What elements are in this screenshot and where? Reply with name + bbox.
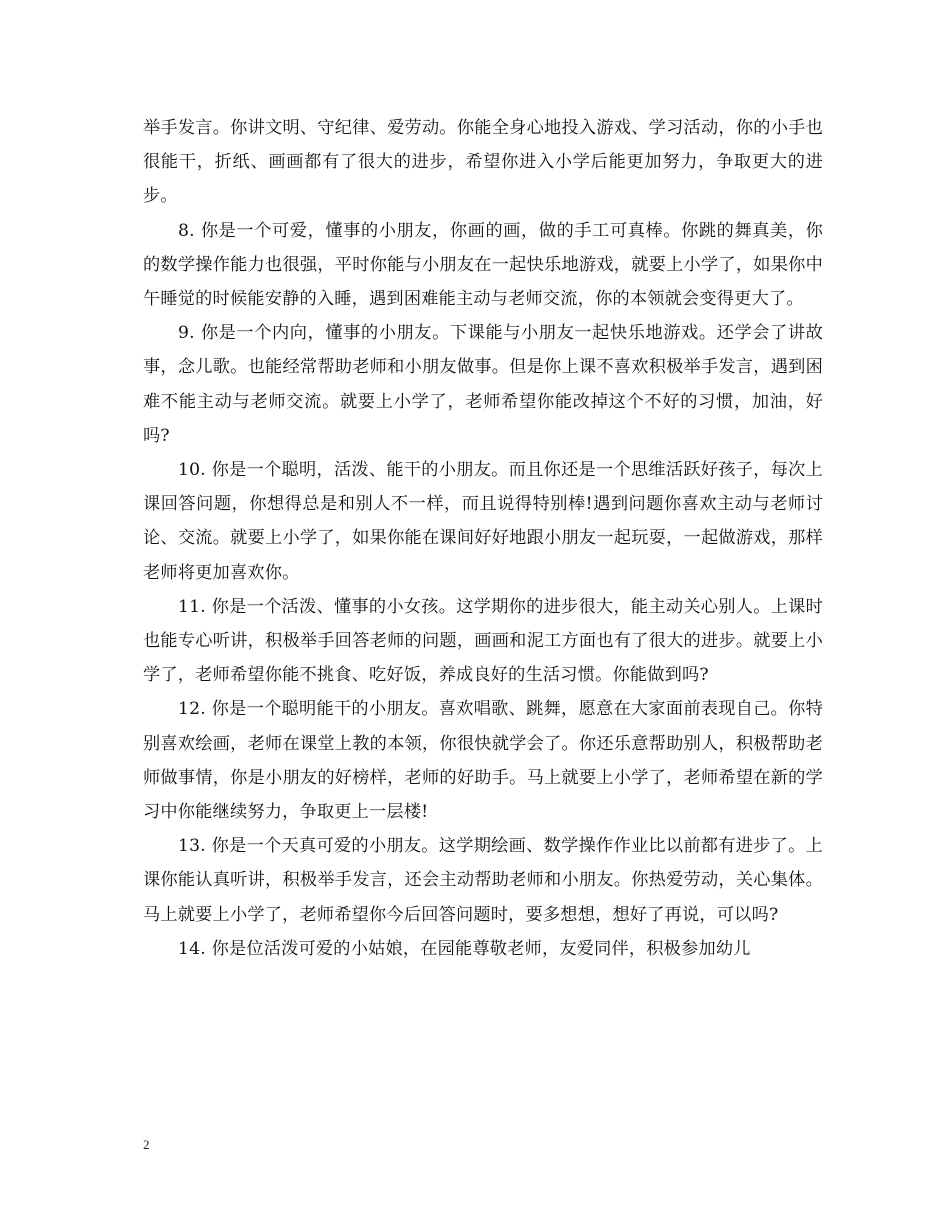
paragraph-item-9: 9. 你是一个内向，懂事的小朋友。下课能与小朋友一起快乐地游戏。还学会了讲故事，念儿歌。也能经常帮助老师和小朋友做事。但是你上课不喜欢积极举手发言，遇到困难不能主动与老师交流。就要上小学了，老师希望你能改掉这个不好的习惯，加油，好吗? bbox=[143, 323, 823, 446]
body-text bbox=[143, 111, 823, 966]
paragraph-item-14: 14. 你是位活泼可爱的小姑娘，在园能尊敬老师，友爱同伴，积极参加幼儿 bbox=[178, 938, 751, 959]
paragraph-item-11: 11. 你是一个活泼、懂事的小女孩。这学期你的进步很大，能主动关心别人。上课时也能专心听讲，积极举手回答老师的问题，画画和泥工方面也有了很大的进步。就要上小学了，老师希望你能不挑食、吃好饭，养成良好的生活习惯。你能做到吗? bbox=[143, 596, 823, 686]
paragraph-item-8: 8. 你是一个可爱，懂事的小朋友，你画的画，做的手工可真棒。你跳的舞真美，你的数学操作能力也很强，平时你能与小朋友在一起快乐地游戏，就要上小学了，如果你中午睡觉的时候能安静的入睡，遇到困难能主动与老师交流，你的本领就会变得更大了。 bbox=[143, 220, 823, 310]
paragraph-continuation: 举手发言。你讲文明、守纪律、爱劳动。你能全身心地投入游戏、学习活动，你的小手也很能干，折纸、画画都有了很大的进步，希望你进入小学后能更加努力，争取更大的进步。 bbox=[143, 118, 823, 207]
paragraph-item-13: 13. 你是一个天真可爱的小朋友。这学期绘画、数学操作作业比以前都有进步了。上课你能认真听讲，积极举手发言，还会主动帮助老师和小朋友。你热爱劳动，关心集体。马上就要上小学了，老师希望你今后回答问题时，要多想想，想好了再说，可以吗? bbox=[143, 836, 823, 925]
paragraph-item-10: 10. 你是一个聪明，活泼、能干的小朋友。而且你还是一个思维活跃好孩子，每次上课回答问题，你想得总是和别人不一样，而且说得特别棒!遇到问题你喜欢主动与老师讨论、交流。就要上小学了，如果你能在课间好好地跟小朋友一起玩耍，一起做游戏，那样老师将更加喜欢你。 bbox=[143, 460, 823, 583]
paragraph-item-12: 12. 你是一个聪明能干的小朋友。喜欢唱歌、跳舞，愿意在大家面前表现自己。你特别喜欢绘画，老师在课堂上教的本领，你很快就学会了。你还乐意帮助别人，积极帮助老师做事情，你是小朋友的好榜样，老师的好助手。马上就要上小学了，老师希望在新的学习中你能继续努力，争取更上一层楼! bbox=[143, 699, 823, 823]
page-number: 2 bbox=[143, 1137, 150, 1152]
